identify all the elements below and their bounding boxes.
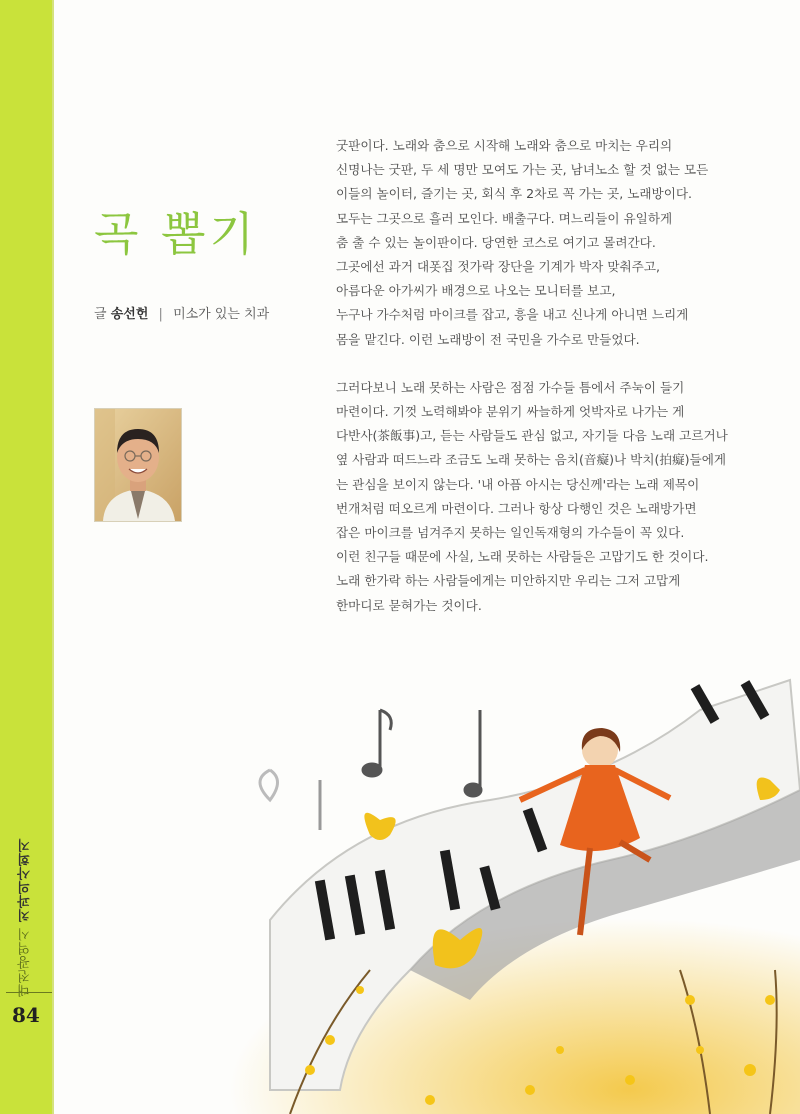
author-portrait-image — [95, 409, 181, 521]
text-line: 그러다보니 노래 못하는 사람은 점점 가수들 틈에서 주눅이 들기 — [336, 379, 685, 395]
article-title: 곡 뽑기 — [94, 207, 258, 261]
page-number: 84 — [12, 1003, 40, 1027]
text-line: 굿판이다. 노래와 춤으로 시작해 노래와 춤으로 마치는 우리의 — [336, 138, 673, 153]
byline-affiliation: 미소가 있는 치과 — [173, 307, 270, 322]
paragraph-1 — [336, 134, 736, 352]
publication-name: 치과의사회지 — [18, 838, 33, 922]
text-line: 노래 한가락 하는 사람들에게는 미안하지만 우리는 그저 고맙게 — [336, 573, 681, 589]
piano-girl-illustration — [230, 670, 800, 1114]
text-line: 모두는 그곳으로 흘러 모인다. 배출구다. 며느리들이 유일하게 — [336, 210, 673, 226]
paragraph-2 — [336, 376, 736, 618]
text-line: 옆 사람과 떠드느라 조금도 노래 못하는 음치(音癡)나 박치(拍癡)들에게 — [336, 452, 727, 468]
text-line: 잡은 마이크를 넘겨주지 못하는 일인독재형의 가수들이 꼭 있다. — [336, 525, 685, 541]
text-line: 신명나는 굿판, 두 세 명만 모여도 가는 곳, 남녀노소 할 것 없는 모든 — [336, 162, 709, 178]
publication-label — [16, 838, 35, 997]
publication-region: 대전광역시 — [18, 927, 33, 998]
author-photo — [94, 408, 182, 522]
text-line: 그곳에선 과거 대폿집 젓가락 장단을 기계가 박자 맞춰주고, — [336, 259, 660, 275]
byline-author: 송선헌 — [110, 307, 149, 322]
text-line: 마련이다. 기껏 노력해봐야 분위기 싸늘하게 엇박자로 나가는 게 — [336, 404, 685, 420]
text-line: 이들의 놀이터, 즐기는 곳, 회식 후 2차로 꼭 가는 곳, 노래방이다. — [336, 186, 693, 202]
text-line: 아름다운 아가씨가 배경으로 나오는 모니터를 보고, — [336, 283, 616, 299]
text-line: 한마디로 묻혀가는 것이다. — [336, 597, 482, 613]
text-line: 는 관심을 보이지 않는다. '내 아픔 아시는 당신께'라는 노래 제목이 — [336, 476, 700, 492]
text-line: 몸을 맡긴다. 이런 노래방이 전 국민을 가수로 만들었다. — [336, 331, 640, 347]
text-line: 번개처럼 떠오르게 마련이다. 그러나 항상 다행인 것은 노래방가면 — [336, 500, 697, 516]
article-body — [336, 134, 736, 618]
text-line: 춤 출 수 있는 놀이판이다. 당연한 코스로 여기고 몰려간다. — [336, 234, 656, 250]
byline-separator: | — [158, 307, 163, 322]
text-line: 다반사(茶飯事)고, 듣는 사람들도 관심 없고, 자기들 다음 노래 고르거나 — [336, 428, 728, 444]
byline — [94, 303, 269, 322]
text-line: 이런 친구들 때문에 사실, 노래 못하는 사람들은 고맙기도 한 것이다. — [336, 549, 709, 565]
sidebar-edge — [52, 0, 54, 1114]
text-line: 누구나 가수처럼 마이크를 잡고, 흥을 내고 신나게 아니면 느리게 — [336, 307, 689, 323]
byline-prefix: 글 — [94, 307, 107, 322]
